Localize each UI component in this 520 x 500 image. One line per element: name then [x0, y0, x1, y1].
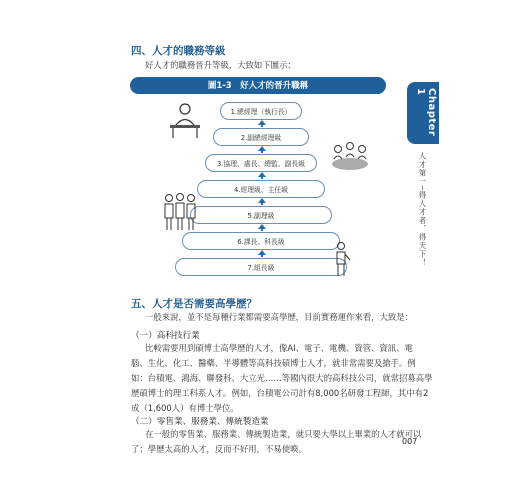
section-4-intro: 好人才的職務晉升等級，大致如下圖示：	[145, 60, 296, 70]
arrow-up	[258, 120, 266, 125]
subsection-1-heading: （一）高科技行業	[131, 331, 200, 341]
chapter-label: Chapter 1	[415, 88, 437, 137]
arrow-up	[258, 172, 266, 177]
level-1-ceo: 1.總經理（執行長）	[220, 102, 302, 120]
arrow-up	[258, 146, 266, 151]
chapter-tab	[407, 82, 439, 144]
subsection-2-line-2: 了；學歷太高的人才，反而不好用，不易使喚。	[131, 444, 307, 454]
level-4-manager: 4.經理級、主任級	[197, 180, 325, 198]
section-4-title: 四、人才的職務等級	[131, 45, 226, 57]
subsection-1-line-2: 腦、生化、化工、醫藥、半導體等高科技碩博士人才，就非常需要及搶手。例	[131, 358, 416, 368]
page-number: 007	[402, 437, 418, 446]
figure-title: 圖1-3 好人才的晉升職稱	[207, 81, 309, 91]
level-7-team-leader: 7.組長級	[175, 258, 347, 276]
subsection-2-line-1: 在一般的零售業、服務業、傳統製造業，就只要大學以上畢業的人才就可以	[145, 429, 422, 439]
subsection-1-line-1: 比較需要用到碩博士高學歷的人才，像AI、電子、電機、資管、資訊、電	[145, 343, 413, 353]
level-3-director: 3.協理、處長、總監、副長級	[205, 154, 317, 172]
worker-illustration	[328, 240, 354, 278]
level-5-deputy-manager: 5.副理級	[190, 206, 332, 224]
figure-title-bar	[130, 77, 386, 94]
level-6-section-chief: 6.課長、科長級	[182, 232, 340, 250]
section-5-intro: 一般來說，並不是每種行業都需要高學歷，目前實務運作來看，大致是：	[145, 312, 413, 322]
arrow-up	[258, 250, 266, 255]
subsection-2-heading: （二）零售業、服務業、傳統製造業	[131, 417, 269, 427]
subsection-1-line-3: 如：台積電、鴻海、聯發科、大立光……等國內很大的高科技公司，就常招募高學	[131, 373, 433, 383]
executive-at-desk-illustration	[165, 100, 205, 140]
arrow-up	[258, 224, 266, 229]
meeting-table-illustration	[328, 140, 372, 176]
section-5-title: 五、人才是否需要高學歷？	[131, 298, 257, 310]
level-2-vice-gm: 2.副總經理級	[213, 128, 309, 146]
arrow-up	[258, 198, 266, 203]
subsection-1-line-5: 成（1,600人）有博士學位。	[131, 403, 239, 413]
subsection-1-line-4: 歷碩博士的理工科系人才。例如，台積電公司計有8,000名研發工程師，其中有2	[131, 388, 429, 398]
staff-group-illustration	[160, 192, 200, 232]
chapter-side-title: 人才第一─得人才者，得天下！	[418, 152, 427, 267]
